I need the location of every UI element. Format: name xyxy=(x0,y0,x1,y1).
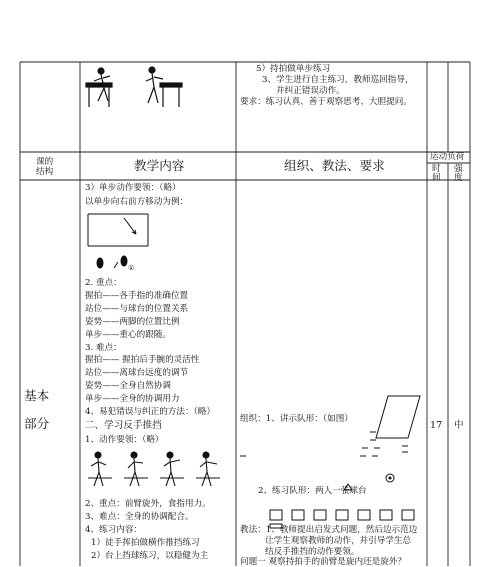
formation-diagram-2 xyxy=(240,470,426,530)
content-line-17: 3、难点：全身的协调配合。 xyxy=(85,512,194,522)
step-number-label: ① xyxy=(128,264,135,272)
content-line-9: 握拍—— 握拍后手腕的灵活性 xyxy=(85,355,200,365)
load-intensity-value: 中 xyxy=(454,420,464,431)
content-line-2: 以单步向右前方移动为例： xyxy=(85,197,189,207)
content-line-11: 姿势——全身自然协调 xyxy=(85,381,171,391)
content-line-6: 姿势——两脚的位置比例 xyxy=(85,317,180,327)
backhand-push-figures xyxy=(84,448,234,492)
content-line-10: 站位——离球台远度的调节 xyxy=(85,368,189,378)
teaching-line-1: 教法：1、教师提出启发式问题，然后边示范边 xyxy=(240,525,418,535)
formation-text-2: 2、练习队形：两人一张球台 xyxy=(258,486,367,496)
top-line-2: 3、学生进行自主练习，教师巡回指导， xyxy=(262,75,414,85)
content-line-4: 握拍——各手指的准确位置 xyxy=(85,291,189,301)
header-method: 组织、教法、要求 xyxy=(284,158,385,173)
content-line-5: 站位——与球台的位置关系 xyxy=(85,304,189,314)
load-time-value: 17 xyxy=(430,420,443,431)
content-line-8: 3. 难点： xyxy=(85,343,122,353)
header-time: 时 间 xyxy=(432,164,441,183)
teaching-line-3: 结反手推挡的动作要领。 xyxy=(265,547,360,557)
content-line-20: 2）台上挡球练习，以稳健为主 xyxy=(91,551,209,561)
header-load: 运动负荷 xyxy=(430,152,465,162)
content-line-1: 3）单步动作要领：（略） xyxy=(85,183,181,193)
top-line-3: 并纠正错误动作。 xyxy=(276,86,345,96)
step-diagram xyxy=(84,208,154,274)
content-line-12: 单步——全身的协调用力 xyxy=(85,394,180,404)
question-line: 问题一 观察持拍手的前臂是旋内还是旋外？ xyxy=(240,557,407,567)
teaching-line-2: 让学生观察教师的动作，并引导学生总 xyxy=(265,536,412,546)
content-line-7: 单步——重心的跟随。 xyxy=(85,330,171,340)
header-intensity: 强 度 xyxy=(454,164,463,183)
header-content: 教学内容 xyxy=(134,158,185,173)
top-line-4: 要求：练习认真、善于观察思考、大胆提问。 xyxy=(240,97,412,107)
section-label-1: 基本 xyxy=(24,388,50,403)
content-line-14: 二、学习反手推挡 xyxy=(85,420,162,431)
content-line-18: 4、练习内容： xyxy=(85,525,143,535)
formation-text-1: 组织：1、讲示队形：（如图） xyxy=(240,414,353,424)
content-line-3: 2. 重点： xyxy=(85,278,122,288)
top-line-1: 5）持拍做单步练习 xyxy=(256,64,331,74)
content-line-13: 4、易犯错误与纠正的方法：（略） xyxy=(85,407,216,417)
player-figures-illustration xyxy=(84,63,184,123)
content-line-16: 2、重点：前臂旋外，食指用力。 xyxy=(85,499,211,509)
section-label-2: 部分 xyxy=(24,416,50,431)
content-line-19: 1）徒手挥拍做横作推挡练习 xyxy=(91,538,200,548)
content-line-15: 1、动作要领：（略） xyxy=(85,435,164,445)
header-structure: 课的 结构 xyxy=(36,157,54,177)
formation-diagram-1 xyxy=(238,392,426,472)
